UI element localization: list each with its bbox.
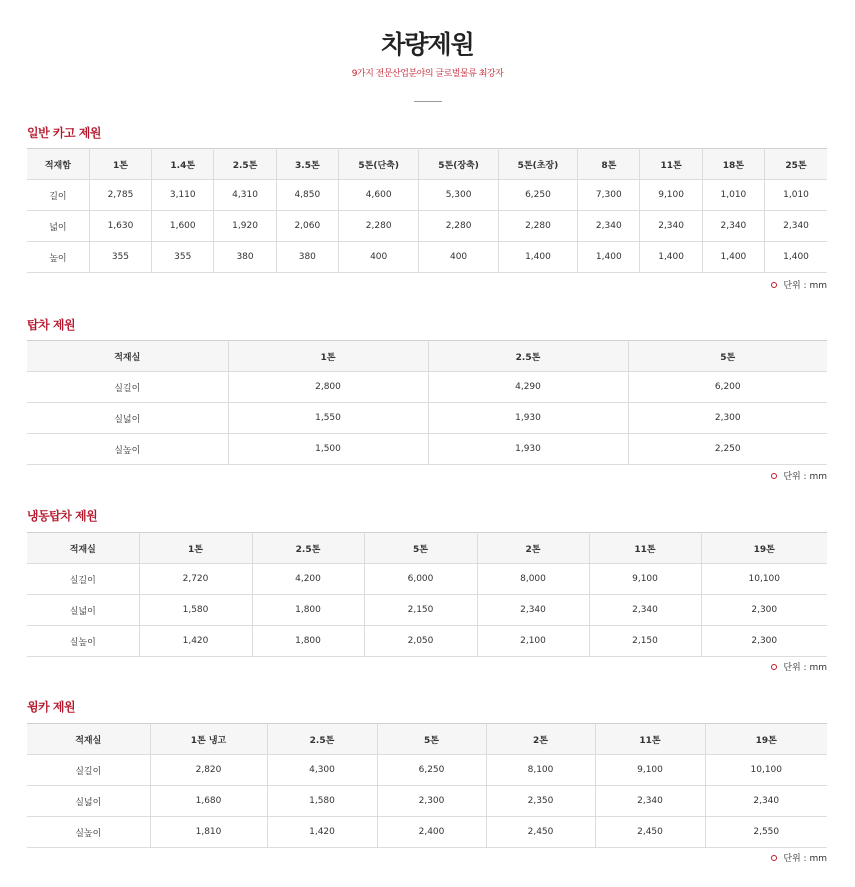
table-cell: 1,810 — [150, 817, 267, 848]
title-divider — [414, 101, 442, 102]
table-cell: 1,400 — [765, 242, 827, 273]
table-cell: 2,340 — [765, 211, 827, 242]
table-cell: 6,250 — [377, 755, 486, 786]
table-cell: 2,250 — [628, 434, 827, 465]
column-header: 2.5톤 — [214, 149, 276, 180]
table-cell: 9,100 — [589, 564, 701, 595]
unit-label: 단위 : mm — [783, 663, 827, 673]
table-cell: 1,680 — [150, 786, 267, 817]
table-row — [27, 755, 827, 786]
table-cell: 2,800 — [228, 372, 428, 403]
table-cell: 10,100 — [705, 755, 827, 786]
table-cell: 2,340 — [705, 786, 827, 817]
table-cell: 8,000 — [477, 564, 589, 595]
row-label: 실넓이 — [27, 403, 228, 434]
column-header: 19톤 — [701, 533, 827, 564]
row-label: 실길이 — [27, 372, 228, 403]
column-header: 3.5톤 — [276, 149, 338, 180]
column-header: 25톤 — [765, 149, 827, 180]
table-cell: 5,300 — [419, 180, 498, 211]
table-cell: 2,350 — [486, 786, 595, 817]
table-cell: 1,630 — [89, 211, 151, 242]
table-cell: 2,150 — [589, 626, 701, 657]
row-label: 실높이 — [27, 817, 150, 848]
table-cell: 2,150 — [364, 595, 477, 626]
unit-note — [771, 471, 827, 483]
table-row — [27, 180, 827, 211]
table-cell: 2,300 — [377, 786, 486, 817]
page-title: 차량제원 — [381, 30, 474, 59]
table-cell: 2,450 — [486, 817, 595, 848]
table-cell: 2,340 — [640, 211, 702, 242]
table-cell: 1,420 — [139, 626, 252, 657]
header-row-label: 적재실 — [27, 533, 139, 564]
table-cell: 1,800 — [252, 595, 364, 626]
row-label: 실높이 — [27, 434, 228, 465]
unit-label: 단위 : mm — [783, 854, 827, 864]
table-cell: 1,400 — [640, 242, 702, 273]
table-cell: 4,850 — [276, 180, 338, 211]
column-header: 11톤 — [640, 149, 702, 180]
section-general-cargo — [27, 124, 827, 291]
spec-table — [27, 148, 827, 273]
circle-bullet-icon — [771, 855, 777, 861]
column-header: 2톤 — [486, 724, 595, 755]
circle-bullet-icon — [771, 473, 777, 479]
section-box-truck — [27, 316, 827, 482]
column-header: 5톤 — [364, 533, 477, 564]
table-cell: 1,580 — [267, 786, 377, 817]
table-row — [27, 817, 827, 848]
spec-table — [27, 532, 827, 657]
table-cell: 6,000 — [364, 564, 477, 595]
table-row — [27, 626, 827, 657]
unit-note — [771, 662, 827, 674]
column-header: 5톤(초장) — [498, 149, 577, 180]
table-cell: 4,600 — [338, 180, 418, 211]
table-cell: 2,300 — [701, 626, 827, 657]
table-row — [27, 564, 827, 595]
column-header: 2.5톤 — [428, 341, 628, 372]
table-cell: 400 — [338, 242, 418, 273]
section-title: 윙카 제원 — [27, 700, 76, 714]
column-header: 5톤 — [377, 724, 486, 755]
column-header: 1톤 — [139, 533, 252, 564]
table-row — [27, 403, 827, 434]
column-header: 1톤 — [228, 341, 428, 372]
table-cell: 2,340 — [702, 211, 764, 242]
column-header: 2.5톤 — [252, 533, 364, 564]
column-header: 11톤 — [589, 533, 701, 564]
column-header: 18톤 — [702, 149, 764, 180]
table-cell: 2,060 — [276, 211, 338, 242]
table-cell: 10,100 — [701, 564, 827, 595]
row-label: 실넓이 — [27, 595, 139, 626]
table-row — [27, 434, 827, 465]
table-cell: 1,920 — [214, 211, 276, 242]
table-cell: 2,280 — [338, 211, 418, 242]
table-cell: 1,420 — [267, 817, 377, 848]
row-label: 길이 — [27, 180, 89, 211]
table-cell: 1,400 — [578, 242, 640, 273]
column-header: 1톤 — [89, 149, 151, 180]
row-label: 높이 — [27, 242, 89, 273]
column-header: 8톤 — [578, 149, 640, 180]
table-cell: 1,010 — [702, 180, 764, 211]
unit-label: 단위 : mm — [783, 281, 827, 291]
table-cell: 4,310 — [214, 180, 276, 211]
table-cell: 2,720 — [139, 564, 252, 595]
row-label: 실길이 — [27, 564, 139, 595]
table-header-row — [27, 724, 827, 755]
table-cell: 2,280 — [419, 211, 498, 242]
circle-bullet-icon — [771, 282, 777, 288]
table-cell: 2,400 — [377, 817, 486, 848]
section-refrigerated-truck — [27, 507, 827, 673]
table-cell: 355 — [152, 242, 214, 273]
row-label: 실넓이 — [27, 786, 150, 817]
table-row — [27, 211, 827, 242]
table-row — [27, 242, 827, 273]
table-cell: 2,100 — [477, 626, 589, 657]
table-row — [27, 372, 827, 403]
header-row-label: 적재함 — [27, 149, 89, 180]
table-cell: 380 — [276, 242, 338, 273]
table-cell: 2,050 — [364, 626, 477, 657]
table-row — [27, 786, 827, 817]
table-cell: 1,930 — [428, 403, 628, 434]
column-header: 5톤 — [628, 341, 827, 372]
table-cell: 2,300 — [628, 403, 827, 434]
row-label: 실길이 — [27, 755, 150, 786]
header-row-label: 적재실 — [27, 724, 150, 755]
table-cell: 1,580 — [139, 595, 252, 626]
table-cell: 2,340 — [595, 786, 705, 817]
spec-table — [27, 340, 827, 465]
column-header: 11톤 — [595, 724, 705, 755]
column-header: 1.4톤 — [152, 149, 214, 180]
table-header-row — [27, 149, 827, 180]
table-cell: 2,280 — [498, 211, 577, 242]
table-cell: 7,300 — [578, 180, 640, 211]
table-header-row — [27, 533, 827, 564]
table-cell: 2,785 — [89, 180, 151, 211]
table-cell: 1,600 — [152, 211, 214, 242]
table-cell: 2,450 — [595, 817, 705, 848]
table-cell: 9,100 — [640, 180, 702, 211]
table-cell: 2,820 — [150, 755, 267, 786]
section-wing-truck — [27, 698, 827, 864]
header-row-label: 적재실 — [27, 341, 228, 372]
unit-note — [771, 280, 827, 292]
table-cell: 2,340 — [589, 595, 701, 626]
row-label: 실높이 — [27, 626, 139, 657]
table-cell: 380 — [214, 242, 276, 273]
table-row — [27, 595, 827, 626]
spec-table — [27, 723, 827, 848]
unit-note — [771, 853, 827, 865]
section-title: 냉동탑차 제원 — [27, 509, 98, 523]
table-cell: 9,100 — [595, 755, 705, 786]
section-title: 탑차 제원 — [27, 318, 76, 332]
table-cell: 6,200 — [628, 372, 827, 403]
table-cell: 1,400 — [702, 242, 764, 273]
unit-label: 단위 : mm — [783, 472, 827, 482]
column-header: 1톤 냉고 — [150, 724, 267, 755]
page-header — [0, 28, 855, 102]
column-header: 2.5톤 — [267, 724, 377, 755]
column-header: 5톤(장축) — [419, 149, 498, 180]
section-title: 일반 카고 제원 — [27, 126, 101, 140]
table-cell: 2,300 — [701, 595, 827, 626]
table-cell: 1,800 — [252, 626, 364, 657]
table-cell: 3,110 — [152, 180, 214, 211]
column-header: 19톤 — [705, 724, 827, 755]
row-label: 넓이 — [27, 211, 89, 242]
table-cell: 4,290 — [428, 372, 628, 403]
table-cell: 1,550 — [228, 403, 428, 434]
column-header: 2톤 — [477, 533, 589, 564]
table-cell: 1,930 — [428, 434, 628, 465]
table-cell: 1,400 — [498, 242, 577, 273]
table-cell: 4,300 — [267, 755, 377, 786]
column-header: 5톤(단축) — [338, 149, 418, 180]
table-cell: 2,340 — [578, 211, 640, 242]
table-cell: 355 — [89, 242, 151, 273]
table-cell: 400 — [419, 242, 498, 273]
table-cell: 2,550 — [705, 817, 827, 848]
table-cell: 2,340 — [477, 595, 589, 626]
table-cell: 8,100 — [486, 755, 595, 786]
table-cell: 4,200 — [252, 564, 364, 595]
page-subtitle: 9가지 전문산업분야의 글로벌물류 최강자 — [351, 69, 504, 79]
table-cell: 1,500 — [228, 434, 428, 465]
table-cell: 1,010 — [765, 180, 827, 211]
table-cell: 6,250 — [498, 180, 577, 211]
table-header-row — [27, 341, 827, 372]
circle-bullet-icon — [771, 664, 777, 670]
